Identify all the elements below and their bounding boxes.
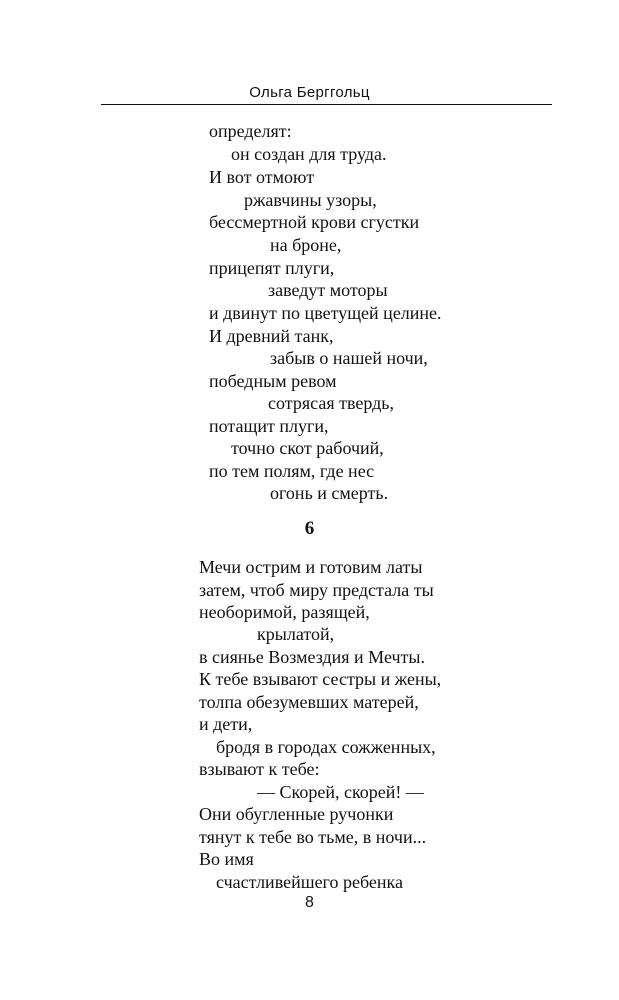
poem-line: Мечи острим и готовим латы [199, 557, 423, 577]
poem-line: в сиянье Возмездия и Мечты. [199, 647, 426, 667]
poem-line: он создан для труда. [231, 144, 387, 164]
poem-line: взывают к тебе: [199, 759, 320, 779]
poem-line: по тем полям, где нес [209, 461, 375, 481]
poem-line: огонь и смерть. [270, 483, 389, 503]
poem-line: победным ревом [209, 371, 337, 391]
poem-line: заведут моторы [268, 280, 388, 300]
poem-line: Во имя [199, 849, 254, 869]
section-number: 6 [304, 518, 315, 539]
poem-line: ржавчины узоры, [244, 190, 377, 210]
poem-line: забыв о нашей ночи, [270, 348, 428, 368]
page-number: 8 [305, 894, 314, 911]
poem-line: и двинут по цветущей целине. [209, 303, 442, 323]
poem-line: тянут к тебе во тьме, в ночи... [199, 827, 427, 847]
poem-line: крылатой, [257, 624, 335, 644]
poem-line: точно скот рабочий, [231, 438, 384, 458]
poem-line: бессмертной крови сгустки [209, 212, 420, 232]
poem-line: счастливейшего ребенка [216, 872, 403, 892]
poem-line: Они обугленные ручонки [199, 804, 394, 824]
running-header-author: Ольга Берггольц [249, 84, 370, 101]
poem-line: потащит плуги, [209, 416, 329, 436]
poem-line: И вот отмоют [209, 167, 315, 187]
poem-line: затем, чтоб миру предстала ты [199, 580, 434, 600]
poem-line: толпа обезумевших матерей, [199, 692, 419, 712]
poem-line: прицепят плуги, [209, 258, 335, 278]
poem-line: сотрясая твердь, [268, 393, 394, 413]
poem-line: определят: [209, 121, 292, 141]
poem-line: И древний танк, [209, 326, 334, 346]
poem-line: необоримой, разящей, [199, 602, 370, 622]
poem-line: и дети, [199, 714, 253, 734]
poem-line: на броне, [270, 235, 342, 255]
poem-line: — Скорей, скорей! — [257, 782, 424, 802]
poem-line: бродя в городах сожженных, [216, 737, 436, 757]
poem-line: К тебе взывают сестры и жены, [199, 669, 442, 689]
